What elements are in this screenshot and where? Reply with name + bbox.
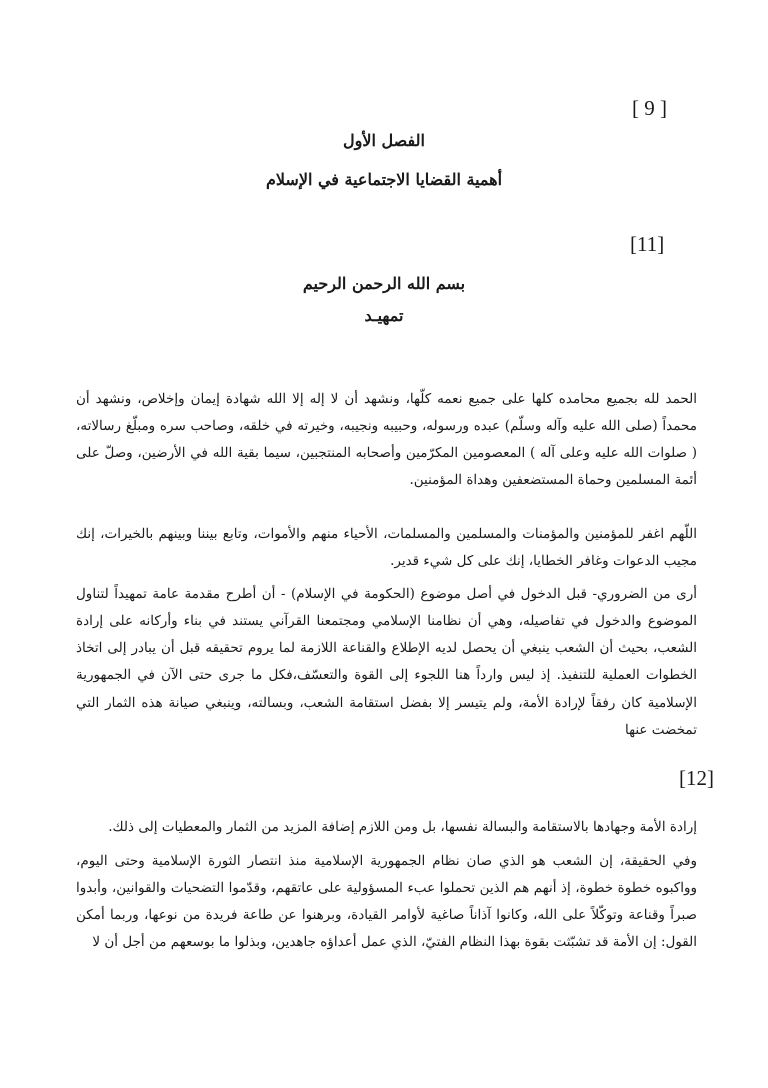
chapter-subtitle: أهمية القضايا الاجتماعية في الإسلام — [265, 170, 503, 189]
basmala: بسم الله الرحمن الرحيم — [302, 274, 466, 293]
paragraph: اللّهم اغفر للمؤمنين والمؤمنات والمسلمين والمسلمات، الأحياء منهم والأموات، وتابع بيننا وبينهم بالخيرات، إنك مجيب الدعوات وغافر الخطايا، إنك على كل شيء قدير. — [76, 525, 697, 569]
paragraph: أرى من الضروري- قبل الدخول في أصل موضوع (الحكومة في الإسلام) - أن أطرح مقدمة عامة تمهيداً لتناول الموضوع والدخول في تفاصيله، وهي أن نظامنا الإسلامي ومجتمعنا القرآني يستند في بناء وأركانه على إرادة الشعب، بحيث أن الشعب ينبغي أن يحصل لديه الإطلاع والقناعة اللازمة لما يروم تحقيقه قبل أن يبادر إلى اتخاذ الخطوات العملية للتنفيذ. إذ ليس وارداً هنا اللجوء إلى القوة والتعسّف،فكل ما جرى حتى الآن في الجمهورية الإسلامية كان رفقاً لإرادة الأمة، ولم يتيسر إلا بفضل استقامة الشعب، وبسالته، وينبغي صيانة هذه الثمار التي تمخضت عنها — [76, 585, 697, 738]
paragraph: إرادة الأمة وجهادها بالاستقامة والبسالة نفسها، بل ومن اللازم إضافة المزيد من الثمار والمعطيات إلى ذلك. — [108, 818, 697, 835]
section-title: تمهيـد — [364, 306, 404, 325]
chapter-title: الفصل الأول — [343, 131, 425, 150]
paragraph: وفي الحقيقة، إن الشعب هو الذي صان نظام الجمهورية الإسلامية منذ انتصار الثورة الإسلامية وحتى اليوم، وواكبوه خطوة خطوة، إذ أنهم هم الذين تحملوا عبء المسؤولية على عاتقهم، وقدّموا التضحيات والقوانين، وأبدوا صبراً وقناعة وتوكّلاً على الله، وكانوا آذاناً صاغية لأوامر القيادة، وبرهنوا عن طاعة فريدة من نوعها، وربما أمكن القول: إن الأمة قد تشبّثت بقوة بهذا النظام الفتيّ، الذي عمل أعداؤه جاهدين، وبذلوا ما بوسعهم من أجل أن لا — [76, 852, 697, 951]
paragraph: الحمد لله بجميع محامده كلها على جميع نعمه كلّها، ونشهد أن لا إله إلا الله شهادة إيمان وإخلاص، ونشهد أن محمداً (صلى الله عليه وآله وسلّم) عبده ورسوله، وحبيبه ونجيبه، وخيرته في خلقه، وصاحب سره ومبلّغ رسالاته، ( صلوات الله عليه وعلى آله ) المعصومين المكرّمين وأصحابه المنتجبين، سيما بقية الله في الأرضين، وصلّ على أئمة المسلمين وحماة المستضعفين وهداة المؤمنين. — [76, 390, 697, 489]
page-number-marker: [ 9 ] — [632, 96, 667, 120]
page-number-marker: [12] — [679, 766, 714, 790]
page-number-marker: [11] — [630, 232, 665, 256]
